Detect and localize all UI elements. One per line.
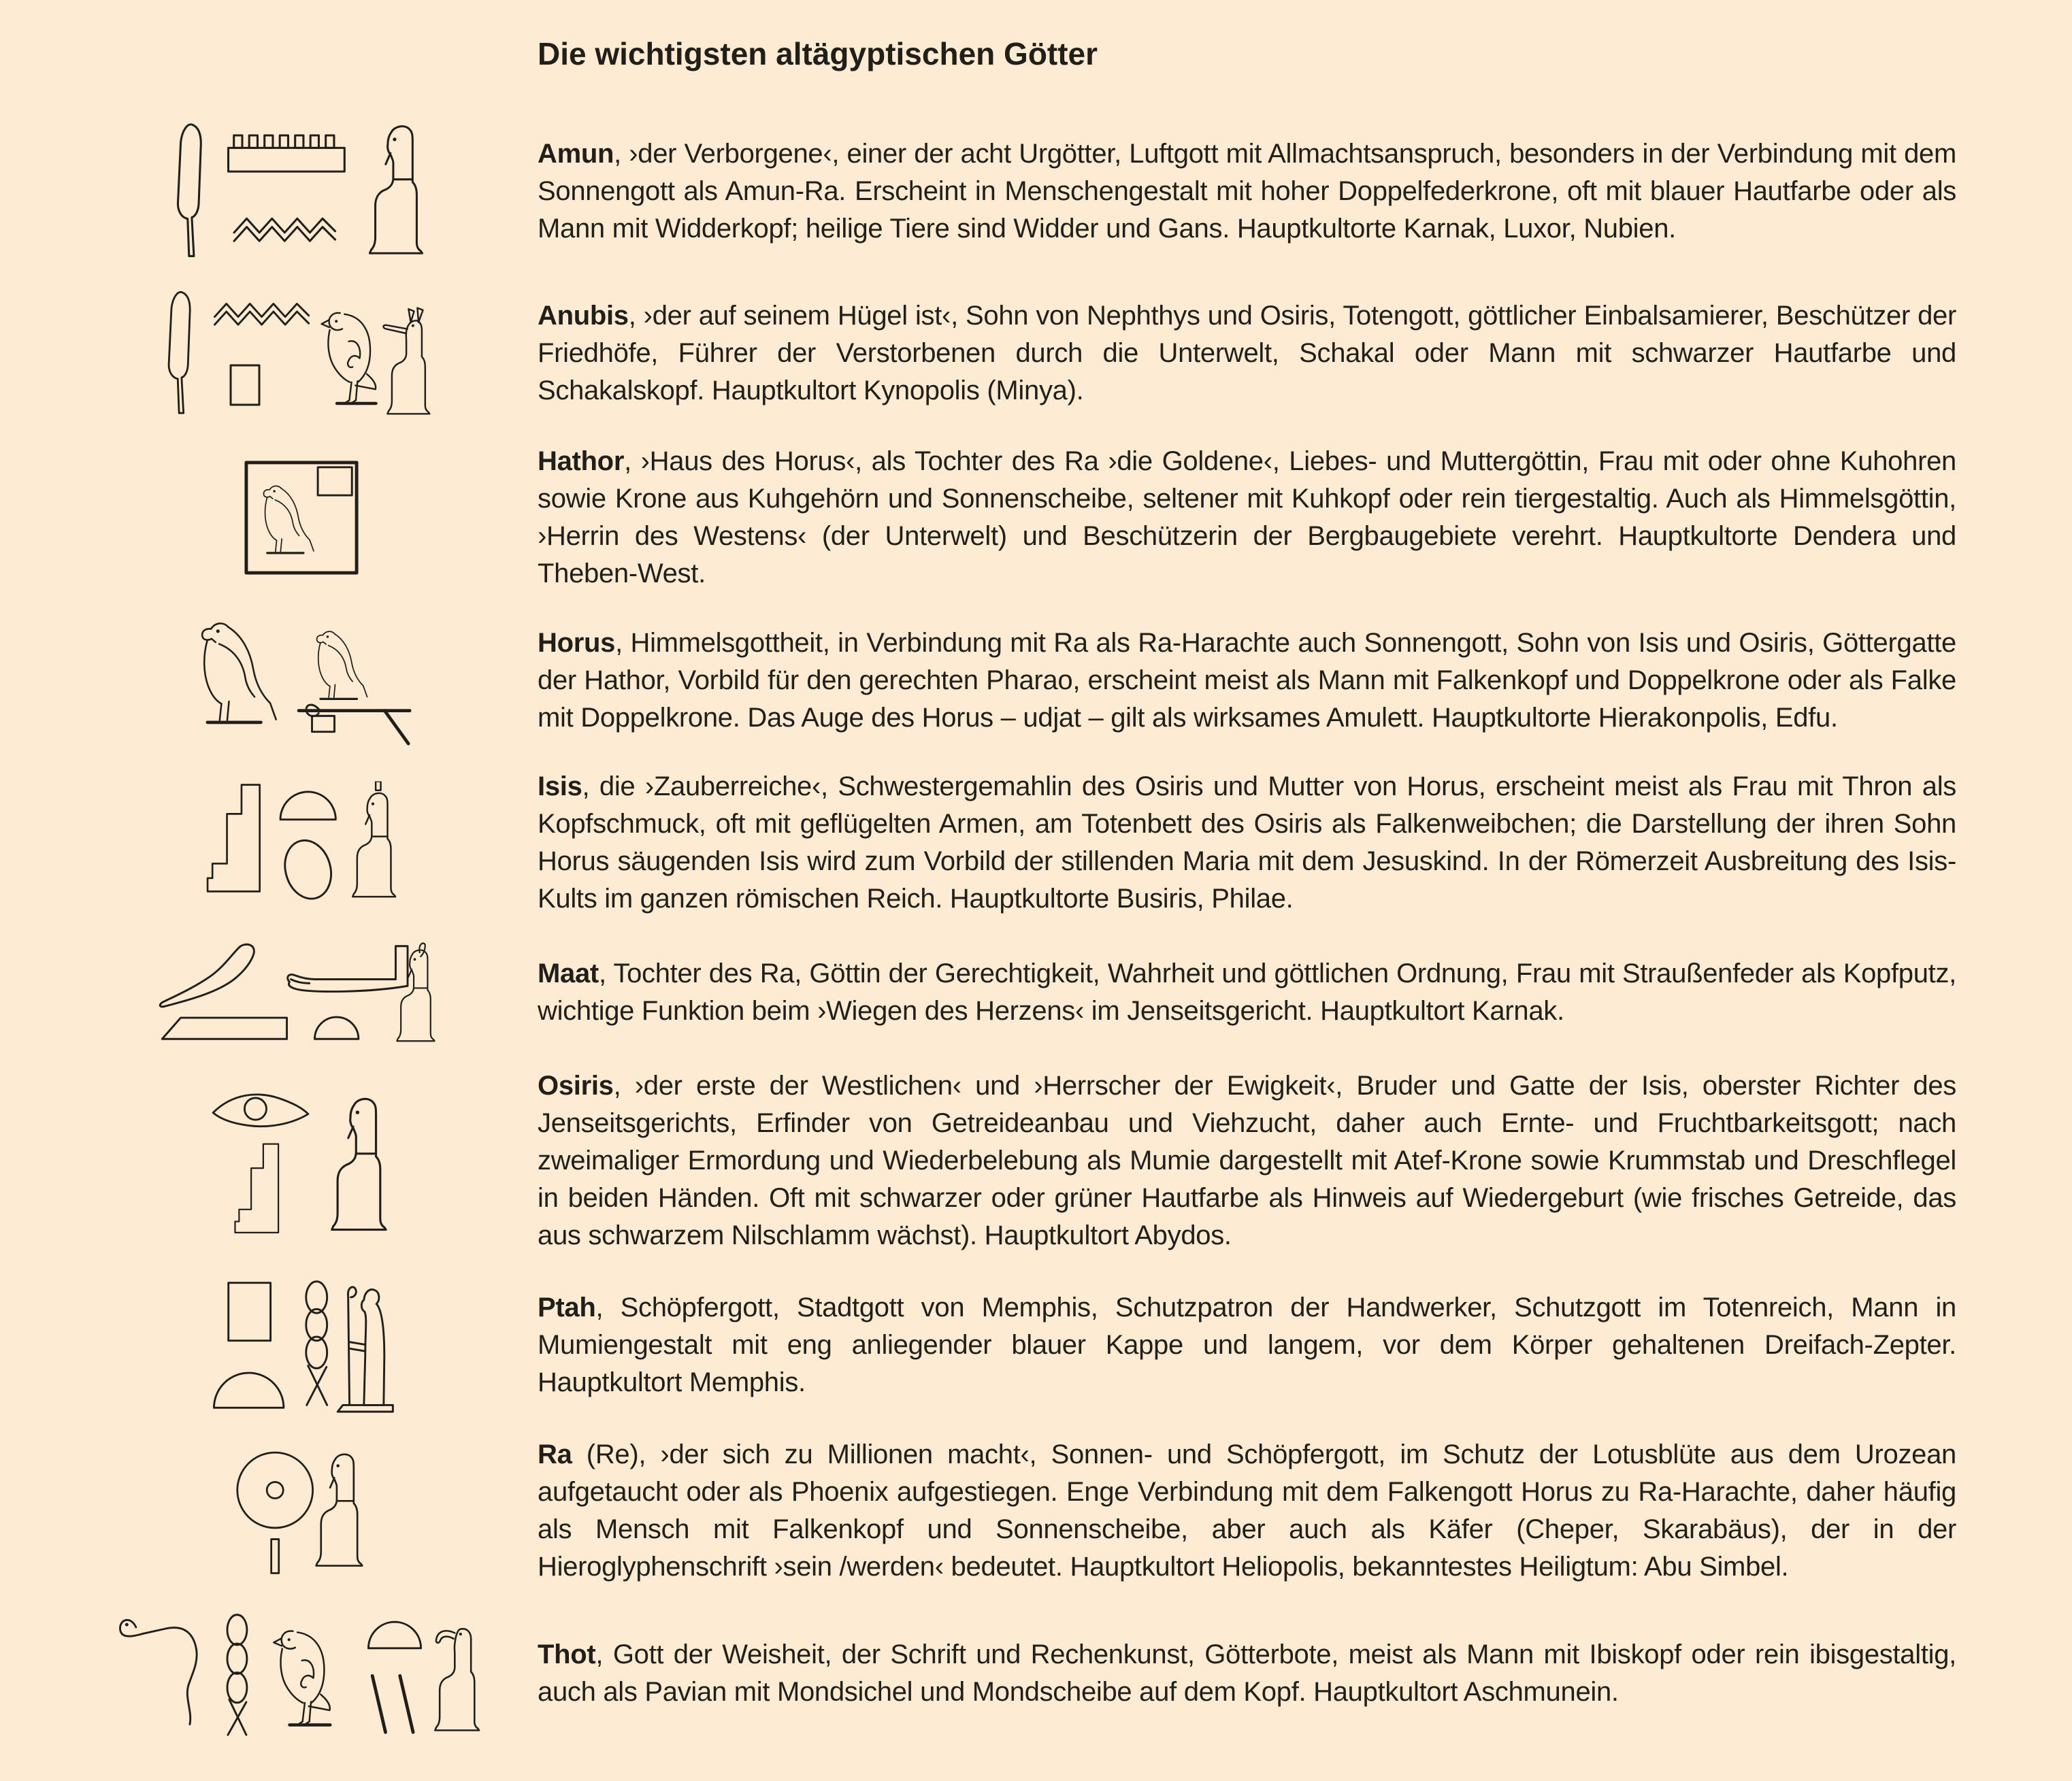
god-name: Ptah (538, 1293, 596, 1322)
god-name: Maat (538, 959, 599, 988)
god-description (538, 443, 1956, 593)
ptah-hieroglyph-icon (65, 1276, 538, 1414)
hieroglyph-svg (243, 459, 360, 576)
page-title: Die wichtigsten altägyptischen Götter (538, 36, 1098, 71)
hieroglyph-svg (196, 771, 407, 916)
hieroglyph-svg (199, 1276, 404, 1414)
hieroglyph-svg (182, 614, 421, 746)
god-description-text: (Re), ›der sich zu Millionen macht‹, Sonnen- und Schöpfergott, im Schutz der Lotusblüte aus dem Urozean aufgetaucht oder als Phoenix aufgestiegen. Enge Verbindung mit dem Falkengott Horus zu Ra-Harachte, daher häufig als Mensch mit Falkenkopf und Sonnenscheibe, aber auch als Käfer (Cheper, Skarabäus), der in der Hieroglyphenschrift ›sein /werden‹ bedeutet. Hauptkultort Heliopolis, bekanntestes Heiligtum: Abu Simbel. (538, 1439, 1956, 1582)
god-entry-horus (65, 614, 2072, 746)
god-description-text: , Schöpfergott, Stadtgott von Memphis, Schutzpatron der Handwerker, Schutzgott im Totenreich, Mann in Mumiengestalt mit eng anliegender blauer Kappe und langem, vor dem Körper gehaltenen Dreifach-Zepter. Hauptkultort Memphis. (538, 1293, 1956, 1397)
god-name: Thot (538, 1639, 596, 1669)
hieroglyph-svg (155, 939, 448, 1046)
god-description-text: , ›der auf seinem Hügel ist‹, Sohn von Nephthys und Osiris, Totengott, göttlicher Einbalsamierer, Beschützer der Friedhöfe, Führer der Verstorbenen durch die Unterwelt, Schakal oder Mann mit schwarzer Hautfarbe und Schakalskopf. Hauptkultort Kynopolis (Minya). (538, 300, 1956, 405)
god-entry-isis (65, 768, 2072, 918)
god-entry-hathor (65, 443, 2072, 593)
god-description-text: , ›Haus des Horus‹, als Tochter des Ra ›die Goldene‹, Liebes- und Muttergöttin, Frau mit oder ohne Kuhohren sowie Krone aus Kuhgehörn und Sonnenscheibe, seltener mit Kuhkopf oder rein tiergestaltig. Auch als Himmelsgöttin, ›Herrin des Westens‹ (der Unterwelt) und Beschützerin der Bergbaugebiete verehrt. Hauptkultorte Dendera und Theben-West. (538, 446, 1956, 588)
ra-hieroglyph-icon (65, 1445, 538, 1577)
god-entry-ra (65, 1436, 2072, 1586)
amun-hieroglyph-icon (65, 120, 538, 263)
god-name: Anubis (538, 300, 629, 331)
anubis-hieroglyph-icon (65, 285, 538, 421)
god-description (538, 1067, 1956, 1254)
god-entry-osiris (65, 1067, 2072, 1254)
god-name: Hathor (538, 446, 625, 476)
god-entry-maat (65, 939, 2072, 1046)
thot-hieroglyph-icon (65, 1608, 538, 1739)
god-entry-thot (65, 1608, 2072, 1739)
maat-hieroglyph-icon (65, 939, 538, 1046)
god-description (538, 297, 1956, 410)
god-description-text: , Tochter des Ra, Göttin der Gerechtigkeit, Wahrheit und göttlichen Ordnung, Frau mit Straußenfeder als Kopfputz, wichtige Funktion beim ›Wiegen des Herzens‹ im Jenseitsgericht. Hauptkultort Karnak. (538, 959, 1956, 1026)
god-name: Horus (538, 627, 616, 658)
god-description (538, 625, 1956, 737)
god-entry-anubis (65, 285, 2072, 421)
god-description-text: , Himmelsgottheit, in Verbindung mit Ra als Ra-Harachte auch Sonnengott, Sohn von Isis und Osiris, Göttergatte der Hathor, Vorbild für den gerechten Pharao, erscheint meist als Mann mit Falkenkopf und Doppelkrone oder als Falke mit Doppelkrone. Das Auge des Horus – udjat – gilt als wirksames Amulett. Hauptkultorte Hierakonpolis, Edfu. (538, 627, 1956, 733)
god-description-text: , ›der Verborgene‹, einer der acht Urgötter, Luftgott mit Allmachtsanspruch, besonders in der Verbindung mit dem Sonnengott als Amun-Ra. Erscheint in Menschengestalt mit hoher Doppelfederkrone, oft mit blauer Hautfarbe oder als Mann mit Widderkopf; heilige Tiere sind Widder und Gans. Hauptkultorte Karnak, Luxor, Nubien. (538, 139, 1956, 244)
god-name: Isis (538, 771, 582, 801)
hieroglyph-svg (199, 1083, 404, 1239)
god-name: Ra (538, 1439, 572, 1469)
god-description (538, 768, 1956, 918)
hieroglyph-svg (111, 1608, 492, 1739)
god-description (538, 1436, 1956, 1586)
god-name: Amun (538, 139, 614, 169)
god-name: Osiris (538, 1071, 614, 1101)
god-entry-amun (65, 120, 2072, 263)
hieroglyph-svg (226, 1445, 377, 1577)
hieroglyph-svg (165, 120, 438, 263)
horus-hieroglyph-icon (65, 614, 538, 746)
god-description-text: , die ›Zauberreiche‹, Schwestergemahlin des Osiris und Mutter von Horus, erscheint meist als Frau mit Thron als Kopfschmuck, oft mit geflügelten Armen, am Totenbett des Osiris als Falkenweibchen; die Darstellung der ihren Sohn Horus säugenden Isis wird zum Vorbild der stillenden Maria mit dem Jesuskind. In der Römerzeit Ausbreitung des Isis-Kults im ganzen römischen Reich. Hauptkultorte Busiris, Philae. (538, 771, 1956, 914)
god-description (538, 955, 1956, 1030)
isis-hieroglyph-icon (65, 771, 538, 916)
god-description (538, 1289, 1956, 1401)
god-description-text: , Gott der Weisheit, der Schrift und Rechenkunst, Götterbote, meist als Mann mit Ibiskopf oder rein ibisgestaltig, auch als Pavian mit Mondsichel und Mondscheibe auf dem Kopf. Hauptkultort Aschmunein. (538, 1639, 1956, 1707)
hathor-hieroglyph-icon (65, 459, 538, 576)
god-description (538, 1636, 1956, 1711)
osiris-hieroglyph-icon (65, 1083, 538, 1239)
god-entry-ptah (65, 1276, 2072, 1414)
god-entry-list (65, 120, 2072, 1739)
god-description-text: , ›der erste der Westlichen‹ und ›Herrscher der Ewigkeit‹, Bruder und Gatte der Isis, oberster Richter des Jenseitsgerichts, Erfinder von Getreideanbau und Viehzucht, daher auch Ernte- und Fruchtbarkeitsgott; nach zweimaliger Ermordung und Wiederbelebung als Mumie dargestellt mit Atef-Krone sowie Krummstab und Dreschflegel in beiden Händen. Oft mit schwarzer oder grüner Hautfarbe als Hinweis auf Wiedergeburt (wie frisches Getreide, das aus schwarzem Nilschlamm wächst). Hauptkultort Abydos. (538, 1071, 1956, 1250)
hieroglyph-svg (159, 285, 444, 421)
god-description (538, 135, 1956, 248)
